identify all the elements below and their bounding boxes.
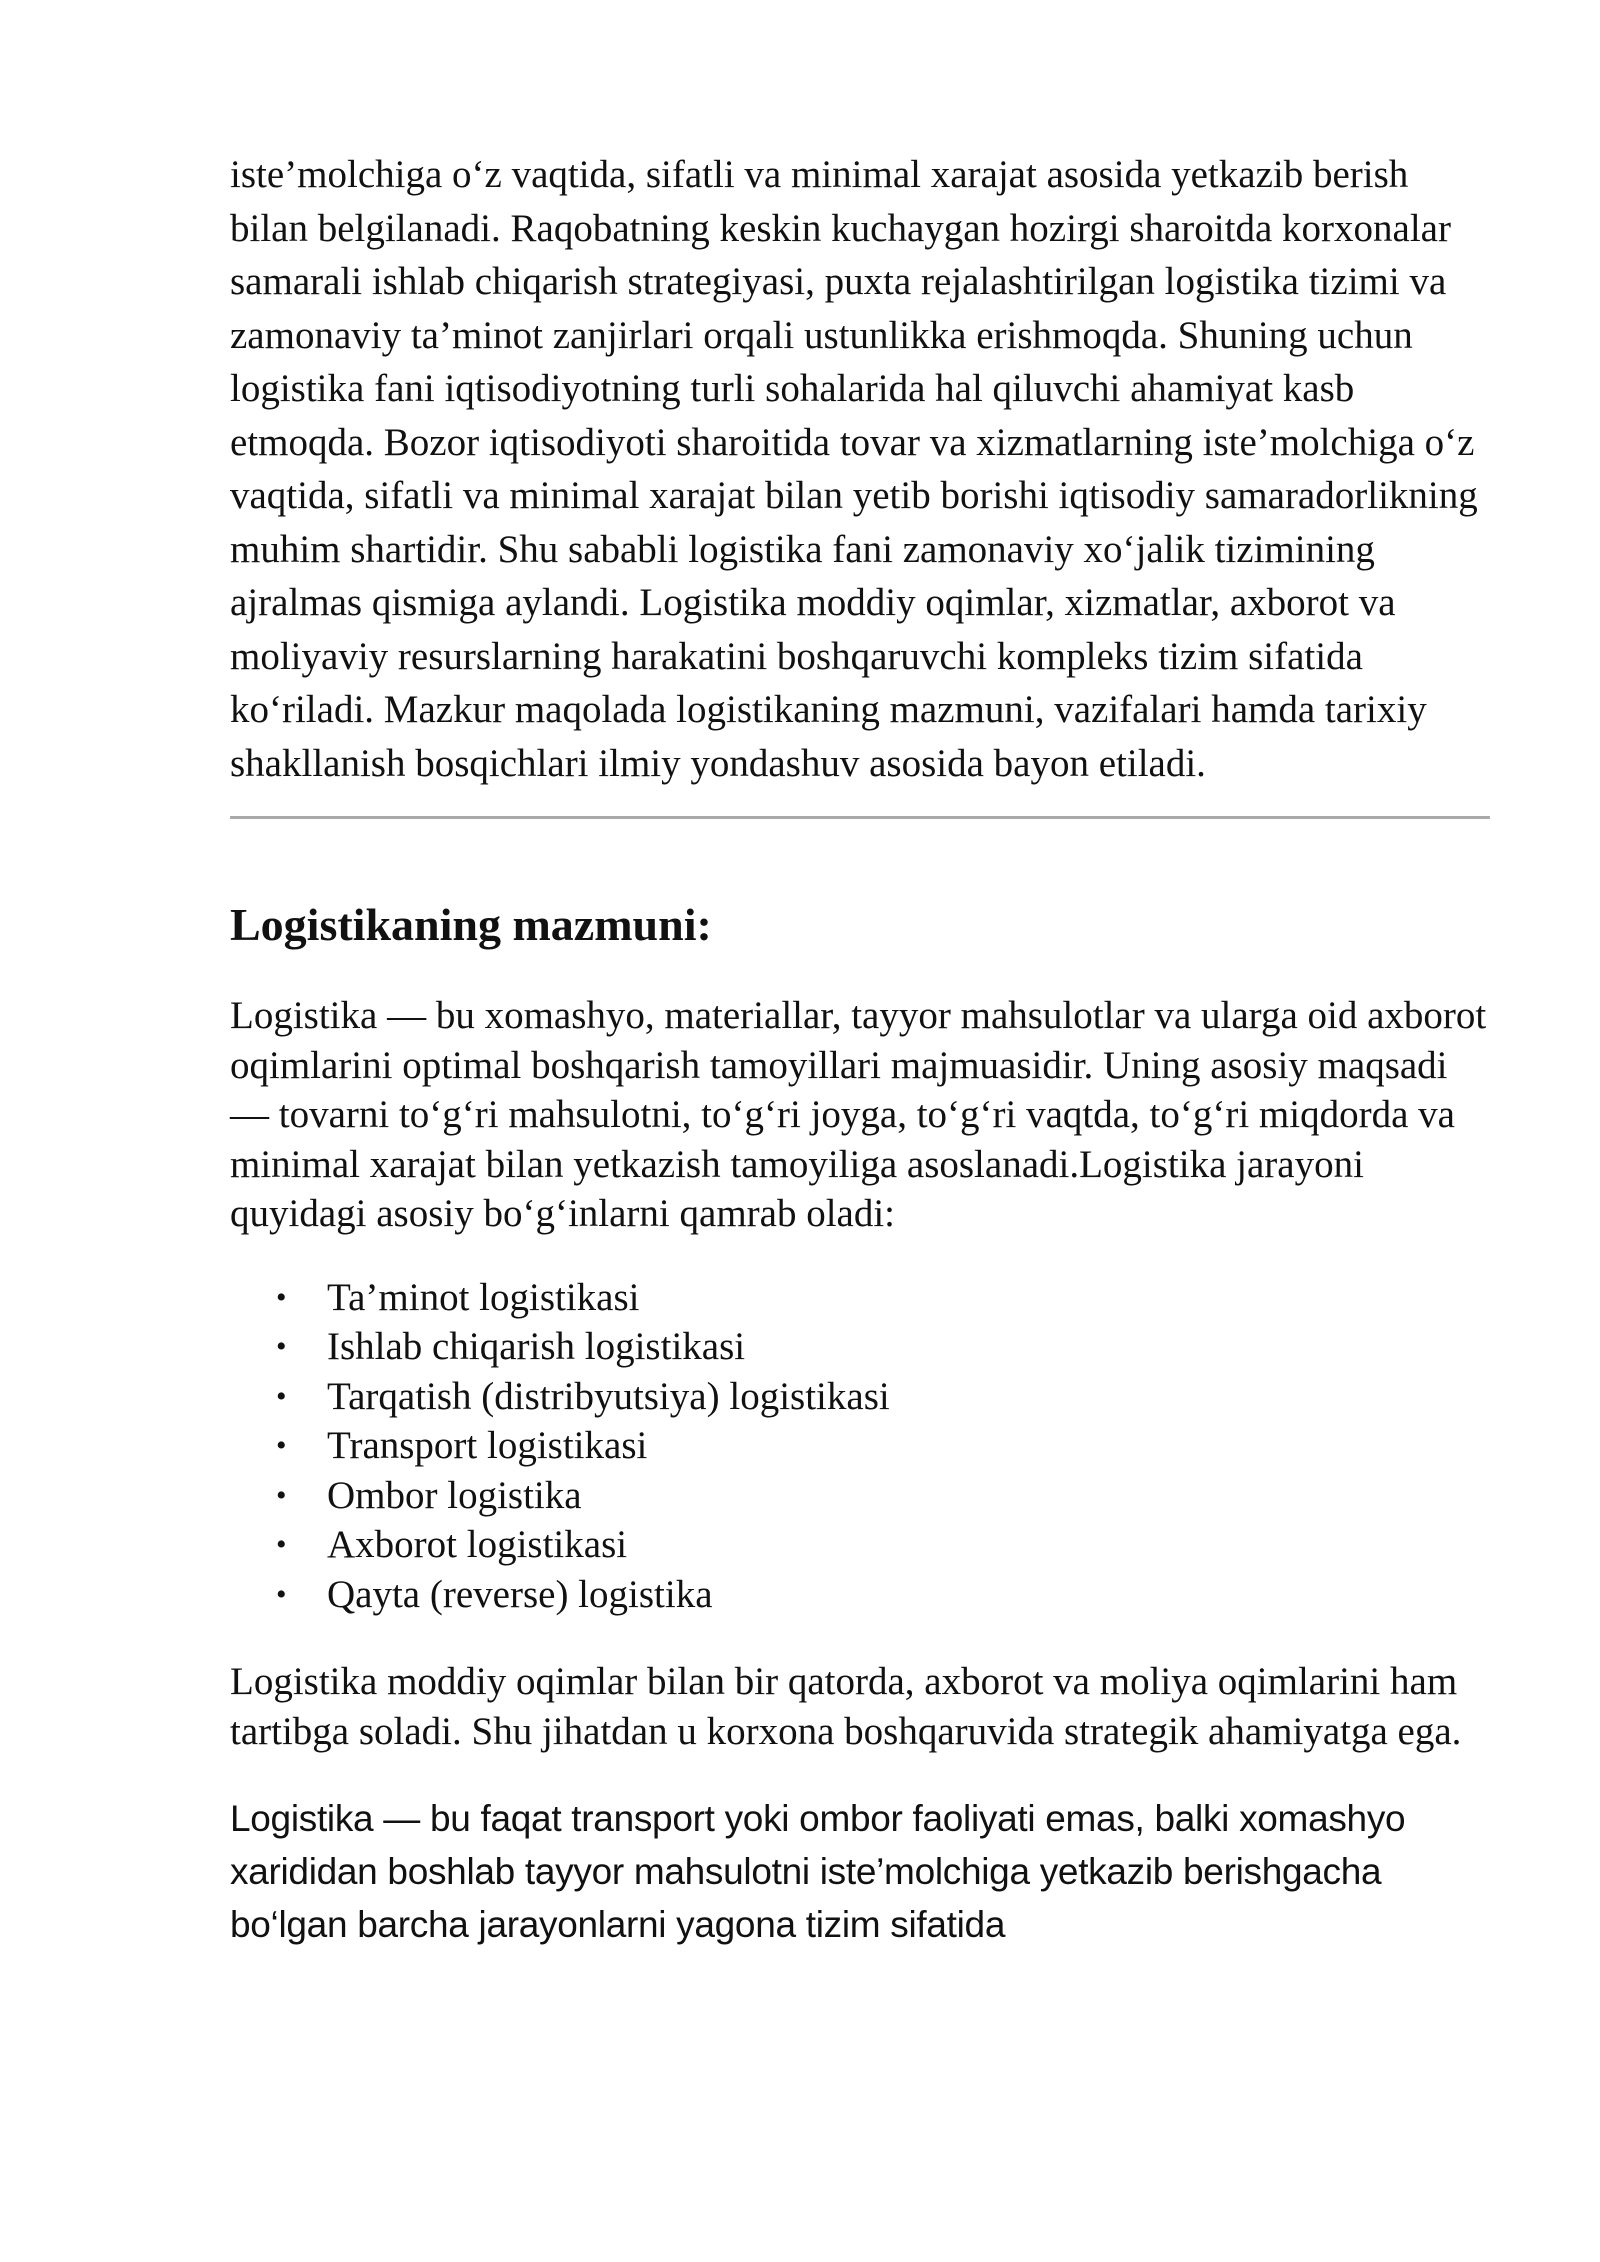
definition-paragraph: Logistika — bu xomashyo, materiallar, tayyor mahsulotlar va ularga oid axborot oqimlarini optimal boshqarish tamoyillari majmuasidir. Uning asosiy maqsadi — tovarni to‘g‘ri mahsulotni, to‘g‘ri joyga, to‘g‘ri vaqtda, to‘g‘ri miqdorda va minimal xarajat bilan yetkazish tamoyiliga asoslanadi.Logistika jarayoni quyidagi asosiy bo‘g‘inlarni qamrab oladi: (230, 994, 1487, 1235)
list-item (230, 1273, 1490, 1323)
list-item-text: Axborot logistikasi (327, 1523, 628, 1566)
list-item-text: Ta’minot logistikasi (327, 1275, 640, 1319)
closing-paragraph: Logistika — bu faqat transport yoki ombor faoliyati emas, balki xomashyo xarididan boshlab tayyor mahsulotni iste’molchiga yetkazib berishgacha bo‘lgan barcha jarayonlarni yagona tizim sifatida (230, 1798, 1406, 1945)
list-item-text: Qayta (reverse) logistika (327, 1572, 713, 1616)
horizontal-divider (230, 816, 1490, 819)
list-item (230, 1322, 1490, 1372)
list-item-text: Ishlab chiqarish logistikasi (327, 1325, 746, 1368)
list-item (230, 1471, 1490, 1521)
section-heading: Logistikaning mazmuni: (230, 899, 712, 950)
intro-paragraph: iste’molchiga o‘z vaqtida, sifatli va minimal xarajat asosida yetkazib berish bilan belgilanadi. Raqobatning keskin kuchaygan hozirgi sharoitda korxonalar samarali ishlab chiqarish strategiyasi, puxta rejalashtirilgan logistika tizimi va zamonaviy ta’minot zanjirlari orqali ustunlikka erishmoqda. Shuning uchun logistika fani iqtisodiyotning turli sohalarida hal qiluvchi ahamiyat kasb etmoqda. Bozor iqtisodiyoti sharoitida tovar va xizmatlarning iste’molchiga o‘z vaqtida, sifatli va minimal xarajat bilan yetib borishi iqtisodiy samaradorlikning muhim shartidir. Shu sababli logistika fani zamonaviy xo‘jalik tizimining ajralmas qismiga aylandi. Logistika moddiy oqimlar, xizmatlar, axborot va moliyaviy resurslarning harakatini boshqaruvchi kompleks tizim sifatida ko‘riladi. Mazkur maqolada logistikaning mazmuni, vazifalari hamda tarixiy shakllanish bosqichlari ilmiy yondashuv asosida bayon etiladi. (230, 153, 1478, 785)
list-item-text: Ombor logistika (327, 1473, 582, 1517)
bullet-icon: • (276, 1280, 287, 1314)
list-item-text: Transport logistikasi (327, 1424, 648, 1467)
summary-paragraph: Logistika moddiy oqimlar bilan bir qatorda, axborot va moliya oqimlarini ham tartibga soladi. Shu jihatdan u korxona boshqaruvida strategik ahamiyatga ega. (230, 1660, 1462, 1753)
bullet-icon: • (276, 1379, 287, 1413)
list-item (230, 1421, 1490, 1471)
list-item (230, 1570, 1490, 1620)
bullet-icon: • (276, 1577, 287, 1611)
list-item (230, 1520, 1490, 1570)
list-item (230, 1372, 1490, 1422)
logistics-types-list (230, 1273, 1490, 1620)
bullet-icon: • (276, 1330, 287, 1363)
bullet-icon: • (276, 1478, 287, 1512)
list-item-text: Tarqatish (distribyutsiya) logistikasi (327, 1374, 890, 1418)
document-page (230, 148, 1490, 1951)
bullet-icon: • (276, 1429, 287, 1462)
bullet-icon: • (276, 1528, 287, 1561)
